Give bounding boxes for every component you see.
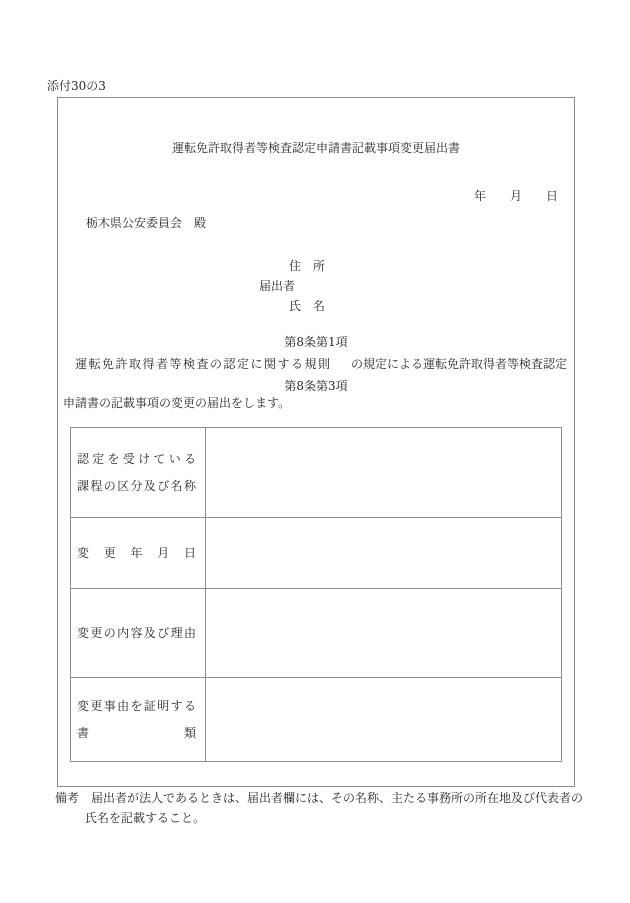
clause-option-top: 第8条第1項 [284, 335, 348, 349]
legal-text-after: の規定による運転免許取得者等検査認定 [350, 357, 567, 371]
form-table [70, 427, 562, 762]
remarks-line-1 [55, 791, 583, 806]
clause-option-bottom: 第8条第3項 [284, 379, 348, 393]
row-header-line: 書類 [77, 725, 196, 740]
attachment-number: 添付30の3 [47, 79, 106, 93]
declarant-name-label: 氏 名 [289, 299, 326, 313]
remarks-text: 届出者が法人であるときは、届出者欄には、その名称、主たる事務所の所在地及び代表者の [91, 791, 584, 805]
table-row-change-date [71, 517, 561, 588]
form-title: 運転免許取得者等検査認定申請書記載事項変更届出書 [171, 141, 460, 155]
row-header-line: 課程の区分及び名称 [77, 478, 196, 493]
remarks-label: 備考 [55, 791, 80, 805]
row-header-line: 変更年月日 [77, 545, 196, 560]
row-header-cell [71, 428, 206, 517]
remarks-line-2: 氏名を記載すること。 [85, 811, 206, 825]
row-header-line: 変更の内容及び理由 [77, 625, 196, 640]
legal-closing: 申請書の記載事項の変更の届出をします。 [63, 396, 291, 410]
table-row-change-details [71, 588, 561, 677]
addressee: 栃木県公安委員会 殿 [86, 216, 207, 230]
form-border [57, 97, 575, 787]
row-header-cell [71, 678, 206, 761]
table-row-proof-documents [71, 677, 561, 761]
declarant-address-label: 住 所 [289, 259, 326, 273]
table-row-certified-course [71, 428, 561, 517]
row-header-cell [71, 589, 206, 677]
legal-text-before: 運転免許取得者等検査の認定に関する規則 [75, 357, 332, 371]
declarant-role-label: 届出者 [259, 279, 296, 293]
row-header-line: 認定を受けている [77, 451, 196, 466]
row-header-line: 変更事由を証明する [77, 698, 196, 713]
row-value-cell [206, 589, 561, 677]
row-value-cell [206, 678, 561, 761]
row-header-cell [71, 518, 206, 588]
row-value-cell [206, 518, 561, 588]
row-value-cell [206, 428, 561, 517]
date-line: 年 月 日 [473, 189, 558, 203]
